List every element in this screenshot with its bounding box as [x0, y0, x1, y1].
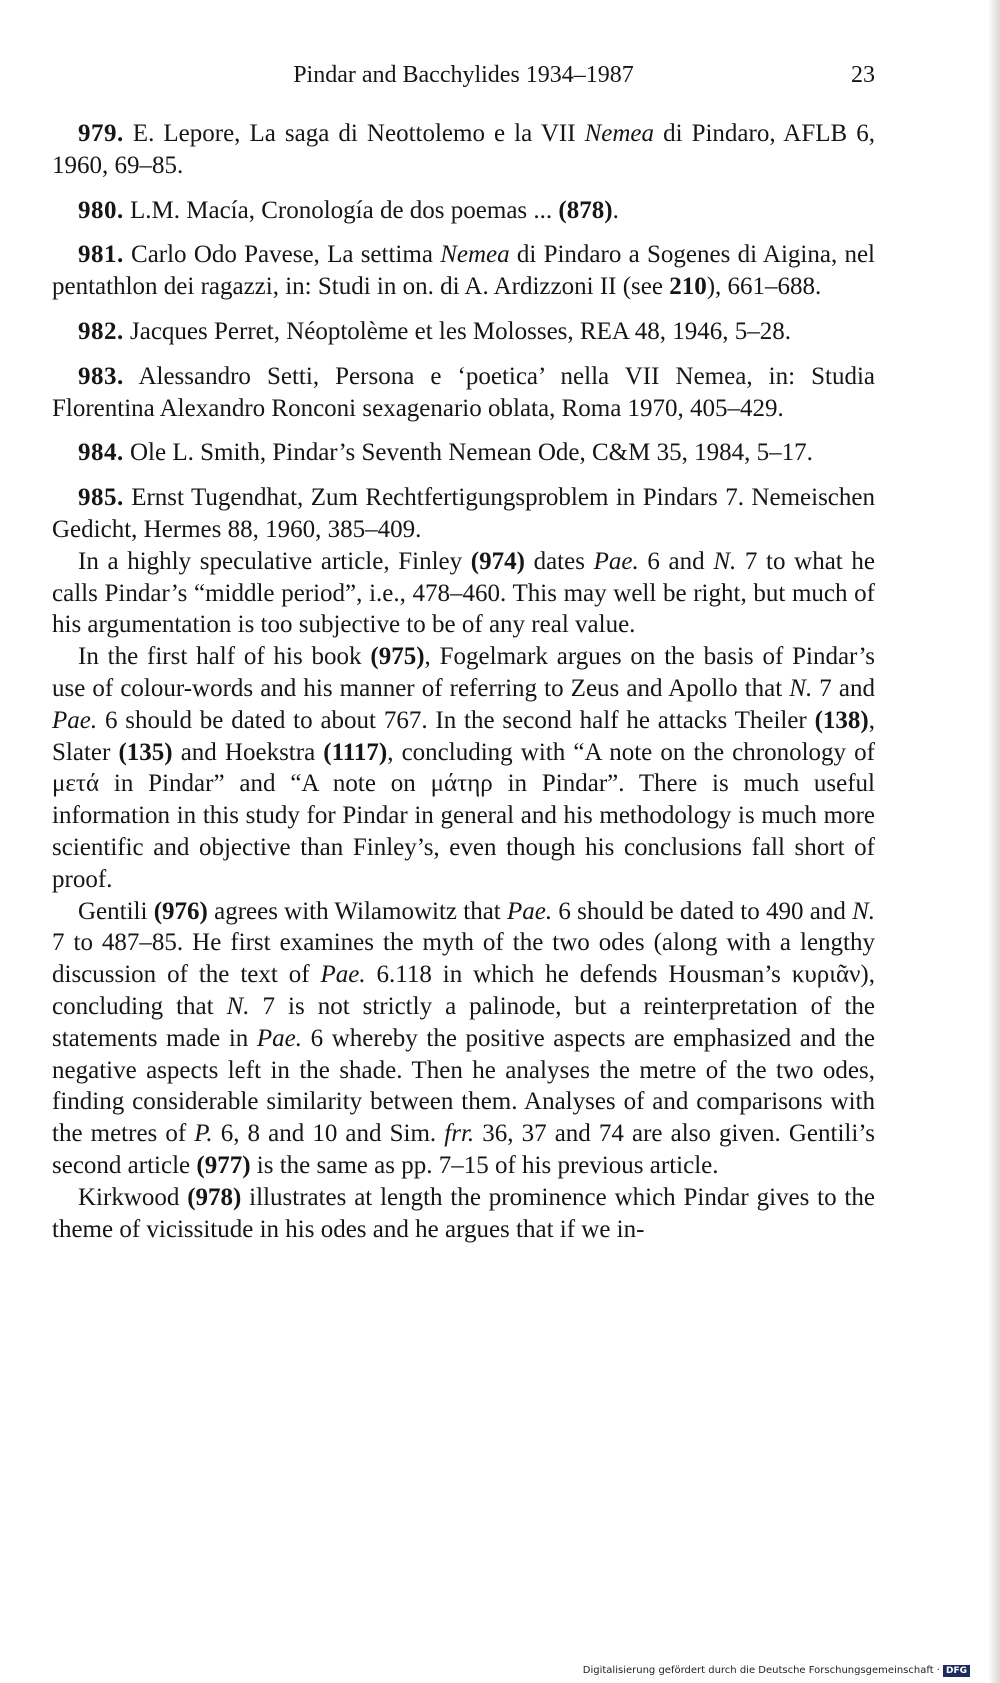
bibliography-entry: 982. Jacques Perret, Néoptolème et les Molosses, REA 48, 1946, 5–28. [78, 317, 792, 345]
page-number: 23 [851, 62, 875, 88]
bibliography-entry: 984. Ole L. Smith, Pindar’s Seventh Nemean Ode, C&M 35, 1984, 5–17. [78, 439, 813, 467]
credit-text: Digitalisierung gefördert durch die Deutsche Forschungsgemeinschaft · [582, 1665, 940, 1676]
entry-number: 984. [78, 439, 124, 467]
page-edge-shadow [988, 0, 1000, 1683]
bibliography-entry: 980. L.M. Macía, Cronología de dos poemas ... (878). [78, 196, 619, 224]
bibliography-entry: 983. Alessandro Setti, Persona e ‘poetica’ nella VII Nemea, in: Studia Florentina Alexandro Ronconi sexagenario oblata, Roma 1970, 405–429. [52, 362, 875, 422]
entry-number: 983. [78, 362, 124, 390]
body-paragraph: Gentili (976) agrees with Wilamowitz that Pae. 6 should be dated to 490 and N. 7 to 487–85. He first examines the myth of the two odes (along with a lengthy discussion of the text of Pae. 6.118 in which he defends Housman’s κυριᾶν), concluding that N. 7 is not strictly a palinode, but a reinterpretation of the statements made in Pae. 6 whereby the positive aspects are emphasized and the negative aspects left in the shade. Then he analyses the metre of the two odes, finding considerable similarity between them. Analyses of and comparisons with the metres of P. 6, 8 and 10 and Sim. frr. 36, 37 and 74 are also given. Gentili’s second article (977) is the same as pp. 7–15 of his previous article. [52, 897, 876, 1179]
body-paragraph: Kirkwood (978) illustrates at length the prominence which Pindar gives to the theme of vicissitude in his odes and he argues that if we in- [52, 1183, 875, 1243]
entry-number: 980. [78, 196, 124, 224]
entry-number: 985. [78, 484, 124, 512]
running-title: Pindar and Bacchylides 1934–1987 [293, 62, 634, 88]
body-paragraph: In a highly speculative article, Finley (974) dates Pae. 6 and N. 7 to what he calls Pindar’s “middle period”, i.e., 478–460. This may well be right, but much of his argumentation is too subjective to be of any real value. [52, 547, 876, 639]
entry-number: 981. [78, 241, 124, 269]
bibliography-entry: 985. Ernst Tugendhat, Zum Rechtfertigungsproblem in Pindars 7. Nemeischen Gedicht, Hermes 88, 1960, 385–409. [52, 484, 875, 543]
bibliography-entry: 979. E. Lepore, La saga di Neottolemo e la VII Nemea di Pindaro, AFLB 6, 1960, 69–85. [52, 120, 876, 179]
page-content [52, 118, 875, 1245]
bibliography-entry: 981. Carlo Odo Pavese, La settima Nemea di Pindaro a Sogenes di Aigina, nel pentathlon dei ragazzi, in: Studi in on. di A. Ardizzoni II (see 210), 661–688. [52, 241, 875, 301]
digitization-credit [583, 1665, 970, 1677]
entry-number: 979. [78, 120, 124, 147]
entry-number: 982. [78, 317, 124, 345]
body-paragraph: In the first half of his book (975), Fogelmark argues on the basis of Pindar’s use of colour-words and his manner of referring to Zeus and Apollo that N. 7 and Pae. 6 should be dated to about 767. In the second half he attacks Theiler (138), Slater (135) and Hoekstra (1117), concluding with “A note on the chronology of μετά in Pindar” and “A note on μάτηρ in Pindar”. There is much useful information in this study for Pindar in general and his methodology is much more scientific and objective than Finley’s, even though his conclusions fall short of proof. [52, 643, 875, 893]
dfg-logo-icon: DFG [943, 1665, 970, 1677]
